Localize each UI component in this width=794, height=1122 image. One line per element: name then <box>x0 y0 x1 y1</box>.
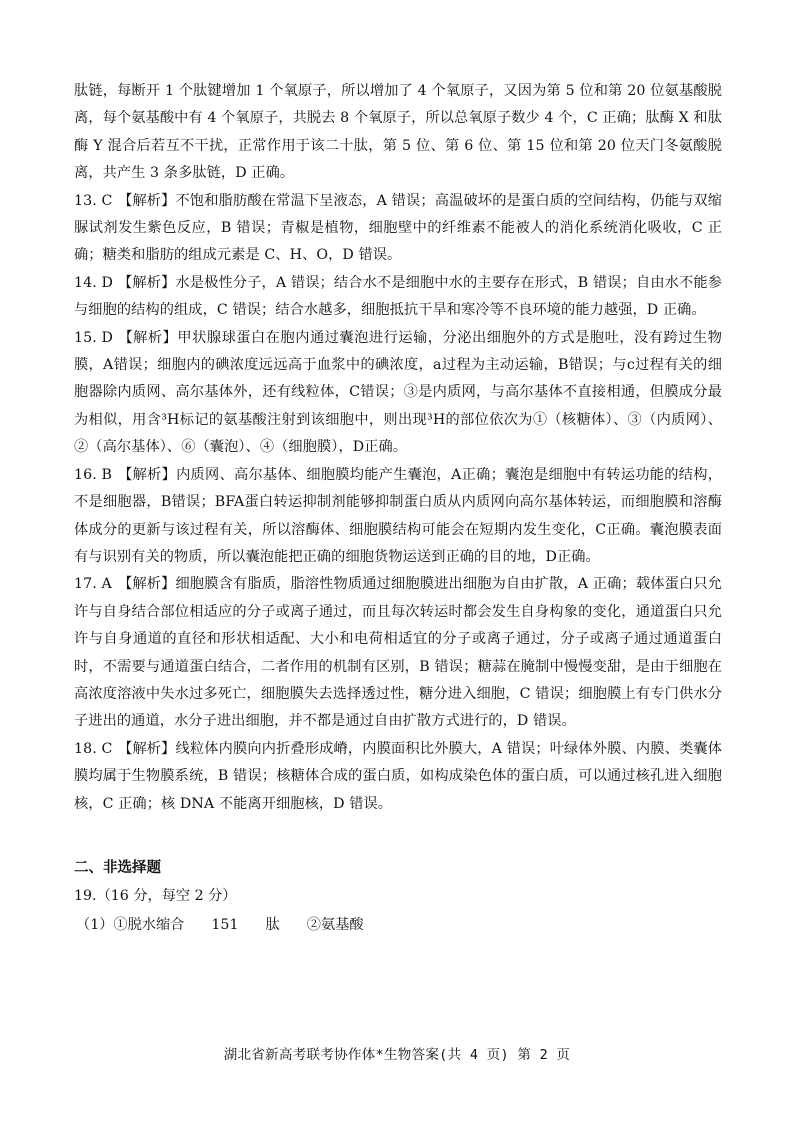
answer-item-14 <box>74 270 722 325</box>
answer-explanation: 【解析】水是极性分子，A 错误；结合水不是细胞中水的主要存在形式，B 错误；自由水不能参与细胞的结构的组成，C 错误；结合水越多，细胞抵抗干旱和寒冷等不良环境的能力越强，D 正确。 <box>74 274 722 319</box>
answer-item-16 <box>74 462 722 572</box>
answer-explanation: 【解析】不饱和脂肪酸在常温下呈液态，A 错误；高温破坏的是蛋白质的空间结构，仍能与双缩脲试剂发生紫色反应，B 错误；青椒是植物，细胞壁中的纤维素不能被人的消化系统消化吸收，C 正确；糖类和脂肪的组成元素是 C、H、O，D 错误。 <box>74 192 722 264</box>
answer-item-17 <box>74 571 722 735</box>
answer-number: 14. D <box>74 274 113 291</box>
answer-explanation: 【解析】甲状腺球蛋白在胞内通过囊泡进行运输，分泌出细胞外的方式是胞吐，没有跨过生物膜，A错误；细胞内的碘浓度远远高于血浆中的碘浓度，a过程为主动运输，B错误；与c过程有关的细胞器除内质网、高尔基体外，还有线粒体，C错误；③是内质网，与高尔基体不直接相通，但膜成分最为相似，用含³H标记的氨基酸注射到该细胞中，则出现³H的部位依次为①（核糖体）、③（内质网）、②（高尔基体）、⑥（囊泡）、④（细胞膜），D正确。 <box>74 329 722 456</box>
question-19-answer-line: （1）①脱水缩合 151 肽 ②氨基酸 <box>76 916 364 933</box>
continuation-paragraph: 肽链，每断开 1 个肽键增加 1 个氧原子，所以增加了 4 个氧原子，又因为第 5 位和第 20 位氨基酸脱离，每个氨基酸中有 4 个氧原子，共脱去 8 个氧原子，所以总氧原子数少 4 个，C 正确；肽酶 X 和肽酶 Y 混合后若互不干扰，正常作用于该二十肽，第 5 位、第 6 位、第 15 位和第 20 位天门冬氨酸脱离，共产生 3 条多肽链，D 正确。 <box>74 83 722 182</box>
answer-explanation: 【解析】内质网、高尔基体、细胞膜均能产生囊泡，A正确；囊泡是细胞中有转运功能的结构，不是细胞器，B错误；BFA蛋白转运抑制剂能够抑制蛋白质从内质网向高尔基体转运，而细胞膜和溶酶体成分的更新与该过程有关，所以溶酶体、细胞膜结构可能会在短期内发生变化，C正确。囊泡膜表面有与识别有关的物质，所以囊泡能把正确的细胞货物运送到正确的目的地，D正确。 <box>74 466 722 565</box>
answer-number: 17. A <box>74 576 112 593</box>
page-content <box>74 78 722 937</box>
answer-item-18 <box>74 736 722 818</box>
answer-explanation: 【解析】线粒体内膜向内折叠形成嵴，内膜面积比外膜大，A 错误；叶绿体外膜、内膜、类囊体膜均属于生物膜系统，B 错误；核糖体合成的蛋白质，如构成染色体的蛋白质，可以通过核孔进入细胞核，C 正确；核 DNA 不能离开细胞核，D 错误。 <box>74 740 722 812</box>
page-footer: 湖北省新高考联考协作体*生物答案(共 4 页) 第 2 页 <box>223 1047 571 1063</box>
answer-number: 15. D <box>74 329 113 346</box>
question-19-header: 19.（16 分，每空 2 分） <box>74 887 237 904</box>
answer-item-13 <box>74 188 722 270</box>
answer-number: 18. C <box>74 740 113 757</box>
answer-explanation: 【解析】细胞膜含有脂质，脂溶性物质通过细胞膜进出细胞为自由扩散，A 正确；载体蛋白只允许与自身结合部位相适应的分子或离子通过，而且每次转运时都会发生自身构象的变化，通道蛋白只允许与自身通道的直径和形状相适配、大小和电荷相适宜的分子或离子通过，分子或离子通过通道蛋白时，不需要与通道蛋白结合，二者作用的机制有区别，B 错误；糖蒜在腌制中慢慢变甜，是由于细胞在高浓度溶液中失水过多死亡，细胞膜失去选择透过性，糖分进入细胞，C 错误；细胞膜上有专门供水分子进出的通道，水分子进出细胞，并不都是通过自由扩散方式进行的，D 错误。 <box>74 576 722 730</box>
answer-number: 13. C <box>74 192 113 209</box>
section-title: 二、非选择题 <box>74 858 161 876</box>
answer-number: 16. B <box>74 466 112 483</box>
answer-item-15 <box>74 325 722 462</box>
